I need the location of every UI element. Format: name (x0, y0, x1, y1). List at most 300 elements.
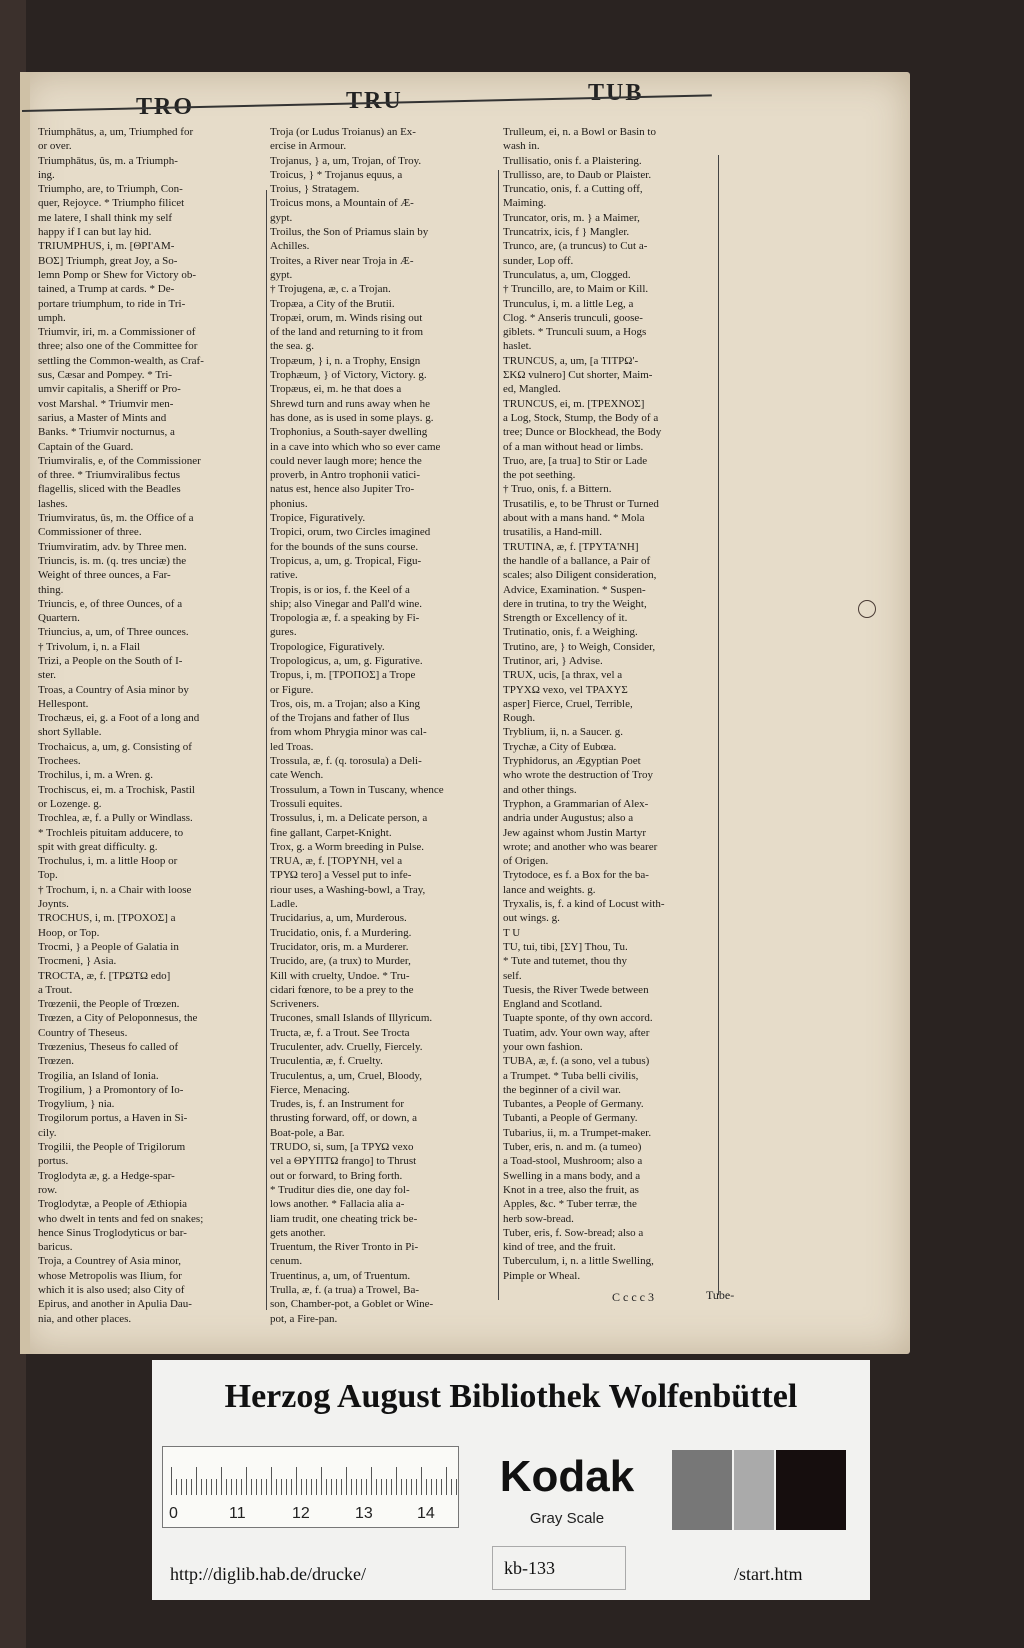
dictionary-line: Country of Theseus. (38, 1026, 128, 1039)
dictionary-line: Triumviralis, e, of the Commissioner (38, 454, 201, 467)
dictionary-line: Trucido, are, (a trux) to Murder, (270, 955, 411, 968)
dictionary-line: Trucidatio, onis, f. a Murdering. (270, 926, 412, 939)
dictionary-line: of the Trojans and father of Ilus (270, 712, 410, 725)
dictionary-line: Triumviratim, adv. by Three men. (38, 540, 187, 553)
source-url: http://diglib.hab.de/drucke/ (170, 1564, 366, 1584)
dictionary-line: Tropologicus, a, um, g. Figurative. (270, 654, 423, 667)
signature-mark: C c c c 3 (612, 1290, 654, 1304)
dictionary-line: Tuber, eris, f. Sow-bread; also a (503, 1226, 644, 1239)
ruler-tick (246, 1467, 247, 1495)
dictionary-line: of Origen. (503, 855, 549, 868)
dictionary-line: settling the Common-wealth, as Craf- (38, 354, 204, 367)
column-divider-2 (498, 170, 499, 1300)
ruler-tick (436, 1479, 437, 1495)
dictionary-line: TROCTA, æ, f. [ΤΡΩΤΩ edo] (38, 969, 171, 982)
dictionary-line: Trophonius, a South-sayer dwelling (270, 426, 428, 439)
ruler-tick (376, 1479, 377, 1495)
dictionary-line: Trytodoce, es f. a Box for the ba- (503, 869, 649, 882)
dictionary-line: TRUX, ucis, [a thrax, vel a (503, 669, 623, 682)
dictionary-line: TRUDO, si, sum, [a ΤΡΥΩ vexo (270, 1141, 414, 1154)
dictionary-line: Tropologice, Figuratively. (270, 640, 385, 653)
dictionary-line: self. (503, 969, 522, 982)
dictionary-line: led Troas. (270, 740, 314, 753)
dictionary-line: thrusting forward, off, or down, a (270, 1112, 418, 1125)
dictionary-line: Tryphon, a Grammarian of Alex- (503, 797, 649, 810)
dictionary-line: Achilles. (270, 240, 310, 253)
ruler-tick (396, 1467, 397, 1495)
dictionary-line: † Trojugena, æ, c. a Trojan. (270, 283, 391, 296)
dictionary-line: Trossulus, i, m. a Delicate person, a (270, 812, 428, 825)
dictionary-line: Tropis, is or ios, f. the Keel of a (270, 583, 410, 596)
dictionary-line: whose Metropolis was Ilium, for (38, 1269, 182, 1282)
dictionary-line: of the land and returning to it from (270, 326, 424, 339)
color-target-card (152, 1360, 870, 1600)
dictionary-line: Shrewd turn and runs away when he (270, 397, 431, 410)
ruler-tick (231, 1479, 232, 1495)
dictionary-line: a Trumpet. * Tuba belli civilis, (503, 1069, 639, 1082)
start-url: /start.htm (734, 1564, 803, 1584)
dictionary-line: Epirus, and another in Apulia Dau- (38, 1298, 192, 1311)
dictionary-line: tained, a Trump at cards. * De- (38, 283, 175, 296)
ruler-tick (351, 1479, 352, 1495)
dictionary-line: lashes. (38, 497, 68, 510)
dictionary-line: portus. (38, 1155, 69, 1168)
dictionary-line: Tuberculum, i, n. a little Swelling, (503, 1255, 654, 1268)
dictionary-line: ΣΚΩ vulnero] Cut shorter, Maim- (503, 369, 653, 382)
ruler-tick (236, 1479, 237, 1495)
ruler-tick (181, 1479, 182, 1495)
column-3 (503, 125, 721, 1282)
dictionary-line: Pimple or Wheal. (503, 1269, 581, 1282)
dictionary-line: dere in trutina, to try the Weight, (503, 597, 647, 610)
dictionary-line: herb sow-bread. (503, 1212, 574, 1225)
dictionary-line: a Toad-stool, Mushroom; also a (503, 1155, 643, 1168)
dictionary-line: Advice, Examination. * Suspen- (503, 583, 646, 596)
ruler-tick (266, 1479, 267, 1495)
dictionary-line: Swelling in a mans body, and a (503, 1169, 641, 1182)
dictionary-line: the beginner of a civil war. (503, 1083, 621, 1096)
dictionary-line: Trullisatio, onis f. a Plaistering. (503, 154, 642, 167)
ruler-tick (271, 1467, 272, 1495)
dictionary-line: the pot seething. (503, 469, 576, 482)
dictionary-line: out or forward, to Bring forth. (270, 1169, 403, 1182)
dictionary-line: Trochiscus, ei, m. a Trochisk, Pastil (38, 783, 195, 796)
dictionary-line: TRUTINA, æ, f. [ΤΡΥΤΑ'ΝΗ] (503, 540, 639, 553)
ruler-tick (331, 1479, 332, 1495)
dictionary-line: Troglodyta æ, g. a Hedge-spar- (38, 1169, 175, 1182)
dictionary-line: Joynts. (38, 898, 69, 911)
ruler-number: 0 (169, 1505, 178, 1522)
dictionary-line: Truo, are, [a trua] to Stir or Lade (503, 454, 648, 467)
dictionary-line: haslet. (503, 340, 532, 353)
dictionary-line: Trusatilis, e, to be Thrust or Turned (503, 497, 659, 510)
ruler-tick (366, 1479, 367, 1495)
dictionary-line: Troicus, } * Trojanus equus, a (270, 168, 403, 181)
dictionary-line: * Truditur dies die, one day fol- (270, 1183, 410, 1196)
dictionary-line: Trucidator, oris, m. a Murderer. (270, 940, 409, 953)
dictionary-line: Quartern. (38, 612, 80, 625)
kodak-logo: Kodak (499, 1452, 635, 1501)
dictionary-line: spit with great difficulty. g. (38, 840, 158, 853)
dictionary-line: happy if I can but lay hid. (38, 226, 152, 239)
dictionary-line: TROCHUS, i, m. [ΤΡΟΧΟΣ] a (38, 912, 176, 925)
column-2 (270, 125, 495, 1325)
dictionary-line: Troius, } Stratagem. (270, 183, 360, 196)
dictionary-line: ed, Mangled. (503, 383, 561, 396)
dictionary-line: rative. (270, 569, 298, 582)
dictionary-line: Trullisso, are, to Daub or Plaister. (503, 168, 652, 181)
dictionary-line: † Truo, onis, f. a Bittern. (503, 483, 612, 496)
dictionary-line: proverb, in Antro trophonii vatici- (270, 469, 420, 482)
dictionary-line: Trogilia, an Island of Ionia. (38, 1069, 159, 1082)
dictionary-line: Triumphātus, a, um, Triumphed for (38, 126, 194, 138)
dictionary-line: row. (38, 1183, 58, 1196)
dictionary-line: ΒΟΣ] Triumph, great Joy, a So- (38, 254, 178, 267)
dictionary-line: out wings. g. (503, 912, 560, 925)
library-name: Herzog August Bibliothek Wolfenbüttel (224, 1378, 798, 1415)
ruler-tick (281, 1479, 282, 1495)
dictionary-line: Trossula, æ, f. (q. torosula) a Deli- (270, 755, 422, 768)
ruler-tick (221, 1467, 222, 1495)
dictionary-line: Trudes, is, f. an Instrument for (270, 1098, 405, 1111)
dictionary-line: Tropicus, a, um, g. Tropical, Figu- (270, 554, 422, 567)
ruler-tick (371, 1467, 372, 1495)
dictionary-line: Trulleum, ei, n. a Bowl or Basin to (503, 126, 656, 138)
dictionary-line: Troilus, the Son of Priamus slain by (270, 226, 429, 239)
dictionary-line: Tropologia æ, f. a speaking by Fi- (270, 612, 420, 625)
ruler-tick (431, 1479, 432, 1495)
dictionary-line: ship; also Vinegar and Pall'd wine. (270, 597, 423, 610)
gray-patch-mid (672, 1450, 732, 1530)
dictionary-line: vel a ΘΡΥΠΤΩ frango] to Thrust (270, 1155, 417, 1168)
ruler-tick (356, 1479, 357, 1495)
dictionary-line: Trossuli equites. (270, 797, 343, 810)
dictionary-line: has done, as is used in some plays. g. (270, 411, 434, 424)
dictionary-line: thing. (38, 583, 64, 596)
dictionary-line: Strength or Excellency of it. (503, 612, 628, 625)
dictionary-line: who dwelt in tents and fed on snakes; (38, 1212, 204, 1225)
dictionary-line: Trucones, small Islands of Illyricum. (270, 1012, 433, 1025)
ruler-tick (171, 1467, 172, 1495)
dictionary-line: Hoop, or Top. (38, 926, 100, 939)
dictionary-line: Trutinatio, onis, f. a Weighing. (503, 626, 638, 639)
dictionary-line: ΤΡΥΧΩ vexo, vel ΤΡΑΧΥΣ (503, 683, 628, 696)
dictionary-line: Jew against whom Justin Martyr (503, 826, 646, 839)
ruler-number: 14 (417, 1505, 435, 1522)
dictionary-line: Tropæus, ei, m. he that does a (270, 383, 402, 396)
ruler-tick (361, 1479, 362, 1495)
dictionary-line: or Lozenge. g. (38, 797, 102, 810)
dictionary-line: or over. (38, 140, 72, 153)
dictionary-line: Troja, a Countrey of Asia minor, (38, 1255, 182, 1268)
ruler-tick (251, 1479, 252, 1495)
dictionary-line: Trœzenius, Theseus fo called of (38, 1041, 179, 1053)
dictionary-line: Trogilium, } a Promontory of Io- (38, 1083, 184, 1096)
dictionary-line: Trogylium, } nia. (38, 1098, 115, 1111)
dictionary-line: umvir capitalis, a Sheriff or Pro- (38, 383, 181, 396)
dictionary-line: of three. * Triumviralibus fectus (38, 469, 181, 482)
dictionary-line: Trutino, are, } to Weigh, Consider, (503, 640, 656, 653)
dictionary-line: Trox, g. a Worm breeding in Pulse. (270, 840, 425, 853)
dictionary-line: Trochulus, i, m. a little Hoop or (38, 855, 178, 868)
ruler-tick (241, 1479, 242, 1495)
dictionary-line: † Truncillo, are, to Maim or Kill. (503, 283, 649, 296)
ruler-tick (391, 1479, 392, 1495)
ruler-tick (456, 1479, 457, 1495)
dictionary-line: England and Scotland. (503, 998, 603, 1011)
ruler-tick (381, 1479, 382, 1495)
dictionary-line: liam trudit, one cheating trick be- (270, 1212, 418, 1225)
ruler-tick (276, 1479, 277, 1495)
ruler-tick (256, 1479, 257, 1495)
dictionary-line: Troja (or Ludus Troianus) an Ex- (270, 126, 416, 138)
dictionary-line: TRIUMPHUS, i, m. [ΘΡΙ'ΑΜ- (38, 240, 175, 253)
measuring-ruler (162, 1446, 459, 1528)
dictionary-line: andria under Augustus; also a (503, 812, 634, 825)
dictionary-line: Trulla, æ, f. (a trua) a Trowel, Ba- (270, 1284, 419, 1297)
dictionary-line: Trizi, a People on the South of I- (38, 654, 183, 667)
dictionary-line: TRUA, æ, f. [ΤΟΡΥΝΗ, vel a (270, 855, 403, 868)
ruler-tick (261, 1479, 262, 1495)
dictionary-line: asper] Fierce, Cruel, Terrible, (503, 697, 633, 710)
dictionary-line: Tropici, orum, two Circles imagined (270, 526, 431, 539)
dictionary-line: quer, Rejoyce. * Triumpho filicet (38, 197, 185, 210)
dictionary-line: Tropice, Figuratively. (270, 512, 366, 525)
dictionary-line: tree; Dunce or Blockhead, the Body (503, 426, 662, 439)
dictionary-line: ster. (38, 669, 57, 682)
dictionary-line: baricus. (38, 1241, 73, 1254)
dictionary-line: Truculentia, æ, f. Cruelty. (270, 1055, 383, 1068)
ruler-tick (216, 1479, 217, 1495)
dictionary-line: Trossulum, a Town in Tuscany, whence (270, 783, 444, 796)
head-left: TRO (136, 94, 195, 120)
dictionary-line: me latere, I shall think my self (38, 211, 173, 224)
gray-patch-light (734, 1450, 774, 1530)
ruler-tick (226, 1479, 227, 1495)
dictionary-line: Trucidarius, a, um, Murderous. (270, 912, 407, 925)
ruler-tick (176, 1479, 177, 1495)
dictionary-line: Trunculus, i, m. a little Leg, a (503, 297, 634, 310)
ruler-tick (406, 1479, 407, 1495)
ruler-tick (211, 1479, 212, 1495)
ruler-tick (421, 1467, 422, 1495)
dictionary-line: Tuesis, the River Twede between (503, 983, 649, 996)
dictionary-line: Maiming. (503, 197, 547, 210)
dictionary-line: riour uses, a Washing-bowl, a Tray, (270, 883, 426, 896)
ruler-tick (296, 1467, 297, 1495)
dictionary-line: Hellespont. (38, 697, 89, 710)
ruler-tick (346, 1467, 347, 1495)
ruler-tick (446, 1467, 447, 1495)
dictionary-line: Banks. * Triumvir nocturnus, a (38, 426, 175, 439)
dictionary-line: which it is also used; also City of (38, 1284, 185, 1297)
ruler-tick (206, 1479, 207, 1495)
dictionary-line: Tructa, æ, f. a Trout. See Trocta (270, 1026, 410, 1039)
dictionary-line: Truncator, oris, m. } a Maimer, (503, 211, 640, 224)
dictionary-line: Tubarius, ii, m. a Trumpet-maker. (503, 1126, 652, 1139)
dictionary-line: Troicus mons, a Mountain of Æ- (270, 197, 414, 210)
dictionary-line: or Figure. (270, 683, 314, 696)
dictionary-line: Trœzenii, the People of Trœzen. (38, 998, 180, 1011)
dictionary-line: Trochaicus, a, um, g. Consisting of (38, 740, 192, 753)
dictionary-line: Knot in a tree, also the fruit, as (503, 1183, 639, 1196)
dictionary-line: Troas, a Country of Asia minor by (38, 683, 189, 696)
dictionary-line: Tubanti, a People of Germany. (503, 1112, 638, 1125)
dictionary-line: cily. (38, 1126, 57, 1139)
dictionary-line: hence Sinus Troglodyticus or bar- (38, 1226, 187, 1239)
ruler-tick (321, 1467, 322, 1495)
dictionary-line: Triumphātus, ûs, m. a Triumph- (38, 154, 178, 167)
dictionary-line: Trœzen. (38, 1055, 74, 1068)
dictionary-line: Tryphidorus, an Ægyptian Poet (503, 755, 641, 768)
dictionary-line: Commissioner of three. (38, 526, 142, 539)
dictionary-line: Apples, &c. * Tuber terræ, the (503, 1198, 637, 1211)
dictionary-line: phonius. (270, 497, 308, 510)
dictionary-line: Trocmeni, } Asia. (38, 955, 117, 968)
ruler-tick (411, 1479, 412, 1495)
dictionary-line: Truncatrix, icis, f } Mangler. (503, 226, 630, 239)
dictionary-line: TU, tui, tibi, [ΣΥ] Thou, Tu. (503, 940, 628, 953)
dictionary-line: † Trochum, i, n. a Chair with loose (38, 883, 192, 896)
head-middle: TRU (346, 88, 403, 114)
dictionary-line: Trocmi, } a People of Galatia in (38, 940, 179, 953)
dictionary-line: who wrote the destruction of Troy (503, 769, 654, 782)
dictionary-line: Truculentus, a, um, Cruel, Bloody, (270, 1069, 422, 1082)
dictionary-line: gets another. (270, 1226, 326, 1239)
dictionary-line: could never laugh more; hence the (270, 454, 422, 467)
gray-scale-label: Gray Scale (529, 1510, 605, 1527)
dictionary-line: Tubantes, a People of Germany. (503, 1098, 644, 1111)
dictionary-line: Trœzen, a City of Peloponnesus, the (38, 1012, 198, 1025)
dictionary-line: Triumviratus, ûs, m. the Office of a (38, 512, 194, 525)
ruler-tick (291, 1479, 292, 1495)
dictionary-line: lemn Pomp or Shew for Victory ob- (38, 268, 197, 281)
dictionary-line: Trochilus, i, m. a Wren. g. (38, 769, 154, 782)
dictionary-line: the sea. g. (270, 340, 314, 353)
dictionary-line: Clog. * Anseris trunculi, goose- (503, 311, 643, 324)
dictionary-line: cenum. (270, 1255, 303, 1268)
dictionary-line: Ladle. (270, 898, 298, 911)
dictionary-line: about with a mans hand. * Mola (503, 512, 645, 525)
dictionary-line: TUBA, æ, f. (a sono, vel a tubus) (503, 1055, 650, 1068)
dictionary-line: gures. (270, 626, 297, 639)
dictionary-line: Scriveners. (270, 998, 320, 1011)
dictionary-line: Tryblium, ii, n. a Saucer. g. (503, 726, 623, 739)
dictionary-line: the handle of a ballance, a Pair of (503, 554, 651, 567)
dictionary-line: Truculenter, adv. Cruelly, Fiercely. (270, 1041, 423, 1053)
dictionary-line: Trutinor, ari, } Advise. (503, 654, 603, 667)
column-divider-1 (266, 190, 267, 1310)
dictionary-line: gypt. (270, 211, 293, 224)
dictionary-line: sus, Cæsar and Pompey. * Tri- (38, 369, 173, 382)
dictionary-line: Tros, ois, m. a Trojan; also a King (270, 697, 420, 710)
dictionary-line: gypt. (270, 268, 293, 281)
dictionary-line: a Trout. (38, 983, 73, 996)
dictionary-line: kind of tree, and the fruit. (503, 1241, 616, 1254)
dictionary-line: Truentum, the River Tronto in Pi- (270, 1241, 419, 1254)
ruler-tick (186, 1479, 187, 1495)
ruler-tick (341, 1479, 342, 1495)
dictionary-line: Truentinus, a, um, of Truentum. (270, 1269, 411, 1282)
scan-corner-mark (858, 600, 876, 618)
dictionary-line: nia, and other places. (38, 1312, 132, 1325)
column-divider-3 (718, 155, 719, 1295)
dictionary-line: Troglodytæ, a People of Æthiopia (38, 1198, 188, 1211)
dictionary-line: lance and weights. g. (503, 883, 596, 896)
dictionary-line: Trochæus, ei, g. a Foot of a long and (38, 712, 200, 725)
dictionary-line: cate Wench. (270, 769, 324, 782)
ruler-tick (326, 1479, 327, 1495)
dictionary-line: Trojanus, } a, um, Trojan, of Troy. (270, 154, 422, 167)
ruler-number: 13 (355, 1505, 373, 1522)
ruler-tick (191, 1479, 192, 1495)
ruler-tick (306, 1479, 307, 1495)
dictionary-line: ΤΡΥΩ tero] a Vessel put to infe- (270, 869, 412, 882)
dictionary-line: Tropus, i, m. [ΤΡΟΠΟΣ] a Trope (270, 669, 416, 682)
dictionary-line: for the bounds of the suns course. (270, 540, 419, 553)
ruler-tick (316, 1479, 317, 1495)
dictionary-line: trusatilis, a Hand-mill. (503, 526, 602, 539)
dictionary-line: flagellis, sliced with the Beadles (38, 483, 181, 496)
dictionary-line: Tuber, eris, n. and m. (a tumeo) (503, 1141, 642, 1154)
dictionary-line: ing. (38, 168, 55, 181)
dictionary-line: Rough. (503, 712, 536, 725)
dictionary-line: short Syllable. (38, 726, 102, 739)
dictionary-line: Triumvir, iri, m. a Commissioner of (38, 326, 196, 339)
ruler-tick (386, 1479, 387, 1495)
dictionary-line: vost Marshal. * Triumvir men- (38, 397, 174, 410)
ruler-tick (416, 1479, 417, 1495)
dictionary-line: Troites, a River near Troja in Æ- (270, 254, 414, 267)
dictionary-line: TRUNCUS, ei, m. [ΤΡΕΧΝΟΣ] (503, 397, 645, 410)
dictionary-line: of a man without head or limbs. (503, 440, 644, 453)
dictionary-line: ercise in Armour. (270, 140, 347, 153)
dictionary-line: wrote; and another who was bearer (503, 840, 658, 853)
dictionary-line: your own fashion. (503, 1041, 583, 1053)
dictionary-line: Boat-pole, a Bar. (270, 1126, 345, 1139)
dictionary-line: Tropæum, } i, n. a Trophy, Ensign (270, 354, 421, 367)
dictionary-line: TRUNCUS, a, um, [a ΤΙΤΡΩ'- (503, 354, 639, 367)
dictionary-line: a Log, Stock, Stump, the Body of a (503, 411, 659, 424)
dictionary-line: and other things. (503, 783, 577, 796)
dictionary-line: Triumpho, are, to Triumph, Con- (38, 183, 183, 196)
dictionary-line: pot, a Fire-pan. (270, 1312, 338, 1325)
head-right: TUB (588, 80, 644, 106)
dictionary-line: Trochlea, æ, f. a Pully or Windlass. (38, 812, 193, 825)
ruler-tick (201, 1479, 202, 1495)
dictionary-line: Triuncis, e, of three Ounces, of a (38, 597, 183, 610)
dictionary-line: lows another. * Fallacia alia a- (270, 1198, 405, 1211)
dictionary-line: portare triumphum, to ride in Tri- (38, 297, 186, 310)
dictionary-line: from whom Phrygia minor was cal- (270, 726, 427, 739)
dictionary-line: Trogilorum portus, a Haven in Si- (38, 1112, 188, 1125)
dictionary-line: wash in. (503, 140, 540, 153)
ruler-number: 12 (292, 1505, 310, 1522)
dictionary-line: Trychæ, a City of Eubœa. (503, 740, 617, 753)
dictionary-line: Trunco, are, (a truncus) to Cut a- (503, 240, 648, 253)
dictionary-line: natus est, hence also Jupiter Tro- (270, 483, 415, 496)
dictionary-line: giblets. * Trunculi suum, a Hogs (503, 326, 647, 339)
dictionary-line: Triuncis, is. m. (q. tres unciæ) the (38, 554, 187, 567)
column-1 (38, 125, 263, 1325)
dictionary-line: in a cave into which who so ever came (270, 440, 441, 453)
ruler-tick (426, 1479, 427, 1495)
kodak-gray-scale (472, 1452, 662, 1532)
ruler-tick (401, 1479, 402, 1495)
dictionary-line: * Tute and tutemet, thou thy (503, 955, 628, 968)
dictionary-line: T U (503, 926, 521, 939)
dictionary-line: * Trochleis pituitam adducere, to (38, 826, 184, 839)
